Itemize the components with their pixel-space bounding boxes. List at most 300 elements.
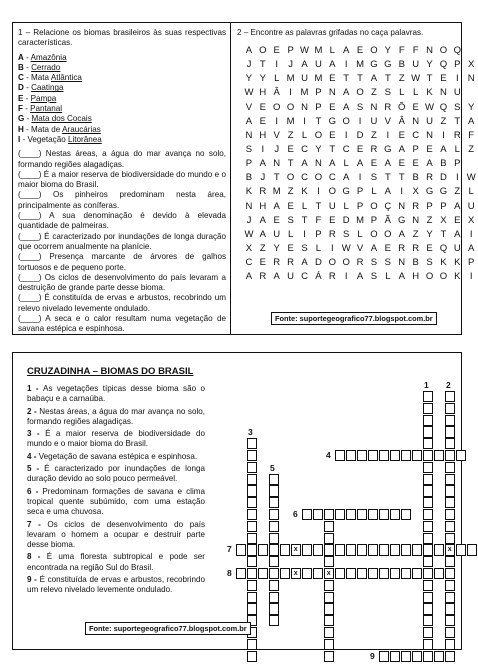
grid-letter: W xyxy=(411,73,421,85)
biome-letter: C xyxy=(18,73,24,83)
grid-letter: D xyxy=(356,129,364,141)
grid-letter: Á xyxy=(315,271,322,283)
crossword-cell xyxy=(423,568,433,579)
grid-letter: A xyxy=(370,242,378,254)
grid-letter: O xyxy=(286,101,295,113)
crossword-cell xyxy=(445,580,455,591)
crossword-cell xyxy=(269,497,279,508)
crossword-cell xyxy=(445,639,455,650)
grid-letter: P xyxy=(245,158,253,170)
crossword-cell xyxy=(346,450,356,461)
grid-letter: I xyxy=(442,129,445,141)
crossword-number: 5 xyxy=(270,462,275,473)
clue-number: 3 - xyxy=(27,429,46,439)
clue xyxy=(27,520,205,551)
grid-letter: H xyxy=(259,200,267,212)
crossword-cell xyxy=(445,415,455,426)
crossword-cell xyxy=(423,497,433,508)
grid-letter: X xyxy=(468,214,475,226)
crossword-cell xyxy=(445,485,455,496)
grid-letter: W xyxy=(300,45,309,56)
grid-letter: A xyxy=(273,200,280,212)
grid-letter: A xyxy=(356,271,364,283)
crossword-cell xyxy=(368,544,378,555)
grid-letter: N xyxy=(301,101,308,113)
grid-letter: A xyxy=(426,158,433,170)
crossword-cell xyxy=(423,651,433,662)
biome-sep: - Vegetação xyxy=(20,134,68,144)
grid-letter: A xyxy=(343,172,350,184)
grid-letter: N xyxy=(398,257,406,269)
crossword-cell xyxy=(423,615,433,626)
grid-letter: P xyxy=(454,59,461,71)
biome-name: Caatinga xyxy=(31,83,64,93)
grid-letter: A xyxy=(440,143,447,155)
grid-letter: M xyxy=(314,73,323,85)
grid-letter: D xyxy=(342,214,350,226)
grid-letter: L xyxy=(301,129,308,141)
grid-letter: W xyxy=(466,172,476,184)
grid-letter: J xyxy=(288,59,293,71)
grid-letter: O xyxy=(384,228,392,240)
biome-item xyxy=(18,135,226,145)
grid-letter: X xyxy=(245,242,253,254)
crossword-cell xyxy=(269,509,279,520)
crossword-cell xyxy=(247,521,257,532)
grid-letter: U xyxy=(453,87,461,99)
crossword-cell xyxy=(247,639,257,650)
grid-letter: Z xyxy=(468,143,475,155)
grid-letter: M xyxy=(300,87,309,99)
grid-letter: E xyxy=(287,200,294,212)
crossword-cell xyxy=(247,592,257,603)
grid-letter: G xyxy=(384,59,392,71)
grid-letter: G xyxy=(342,186,350,198)
biome-name: Pantanal xyxy=(30,104,63,114)
source-credit: Fonte: suportegeografico77.blogspot.com.br xyxy=(271,312,437,325)
grid-letter: M xyxy=(356,214,365,226)
grid-letter: E xyxy=(384,242,392,254)
grid-letter: E xyxy=(440,73,447,85)
grid-letter: S xyxy=(370,172,378,184)
grid-letter: O xyxy=(370,45,378,56)
grid-letter: A xyxy=(398,143,405,155)
grid-letter: O xyxy=(370,228,378,240)
grid-letter: S xyxy=(426,257,433,269)
grid-letter: N xyxy=(398,200,406,212)
grid-letter: O xyxy=(273,101,281,113)
biome-list xyxy=(18,53,226,146)
grid-letter: A xyxy=(468,242,475,254)
crossword-cell xyxy=(357,568,367,579)
crossword-cell xyxy=(423,450,433,461)
grid-letter: K xyxy=(245,186,253,198)
clue-text: Predominam formações de savana e clima tropical quente subúmido, com uma estação seca e uma chuvosa. xyxy=(27,486,206,517)
grid-letter: B xyxy=(412,257,419,269)
crossword-cell xyxy=(445,556,455,567)
grid-row xyxy=(242,72,478,86)
crossword-cell xyxy=(423,426,433,437)
biome-sep: - xyxy=(23,52,31,62)
grid-letter: A xyxy=(384,186,392,198)
crossword-number: 3 xyxy=(248,427,253,438)
clue-number: 5 - xyxy=(27,464,45,474)
grid-letter: T xyxy=(343,73,350,85)
crossword-cell xyxy=(269,615,279,626)
crossword-cell xyxy=(423,403,433,414)
biome-sep: - xyxy=(24,114,32,124)
grid-letter: K xyxy=(454,257,461,269)
grid-letter: R xyxy=(384,101,392,113)
grid-letter: I xyxy=(386,129,390,141)
grid-letter: U xyxy=(287,271,295,283)
grid-letter: N xyxy=(245,129,253,141)
grid-letter: C xyxy=(328,172,336,184)
crossword-cell xyxy=(379,651,389,662)
matching-item: (____) Nestas áreas, a água do mar avança no solo, formando regiões alagadiças. xyxy=(18,149,226,169)
grid-letter: C xyxy=(245,257,253,269)
crossword-cell xyxy=(313,544,323,555)
biome-letter: G xyxy=(18,114,25,124)
clue xyxy=(27,429,205,450)
grid-letter: C xyxy=(301,172,308,184)
grid-letter: A xyxy=(245,115,253,127)
grid-letter: U xyxy=(370,115,378,127)
grid-letter: E xyxy=(370,158,378,170)
matching-item: (____) A sua denominação é devido à elevada quantidade de palmeiras. xyxy=(18,211,226,231)
grid-letter: E xyxy=(398,129,405,141)
crossword-cell xyxy=(423,391,433,402)
grid-letter: J xyxy=(274,143,280,155)
grid-letter: O xyxy=(370,200,378,212)
grid-letter: T xyxy=(329,143,336,155)
question-2 xyxy=(237,28,459,38)
grid-letter: C xyxy=(412,129,420,141)
crossword-cell xyxy=(423,438,433,449)
grid-letter: A xyxy=(454,200,461,212)
grid-letter: A xyxy=(454,228,461,240)
crossword-cell xyxy=(445,592,455,603)
clue xyxy=(27,464,205,485)
crossword-cell xyxy=(357,544,367,555)
biome-name: Amazônia xyxy=(30,52,67,62)
grid-letter: T xyxy=(454,115,461,127)
grid-row xyxy=(242,157,478,171)
crossword-cell xyxy=(302,568,312,579)
grid-letter: G xyxy=(439,186,448,198)
grid-letter: Z xyxy=(259,242,266,254)
crossword-cell xyxy=(445,651,455,662)
grid-letter: N xyxy=(328,87,336,99)
crossword-cell xyxy=(445,568,455,579)
grid-letter: H xyxy=(259,87,267,99)
grid-letter: Y xyxy=(384,45,392,56)
grid-row xyxy=(242,86,478,100)
grid-letter: A xyxy=(343,101,350,113)
crossword-cell xyxy=(379,450,389,461)
crossword-cell xyxy=(247,438,257,449)
crossword-cell xyxy=(423,474,433,485)
question-1-title: 1 – Relacione os biomas brasileiros às suas respectivas características. xyxy=(18,28,226,48)
grid-letter: Z xyxy=(287,186,294,198)
grid-letter: L xyxy=(287,228,294,240)
grid-row xyxy=(242,214,478,228)
grid-row xyxy=(242,185,478,199)
crossword-number: 6 xyxy=(293,509,298,519)
grid-letter: K xyxy=(301,186,308,198)
clue xyxy=(27,552,205,573)
grid-letter: Q xyxy=(439,59,448,71)
grid-letter: R xyxy=(287,257,295,269)
grid-letter: B xyxy=(398,59,405,71)
grid-letter: G xyxy=(384,143,392,155)
grid-letter: Y xyxy=(426,59,433,71)
grid-letter: F xyxy=(412,45,419,56)
grid-letter: R xyxy=(259,271,267,283)
crossword-cell xyxy=(445,615,455,626)
grid-letter: Y xyxy=(245,73,253,85)
grid-letter: L xyxy=(399,87,405,99)
grid-letter: Q xyxy=(439,101,448,113)
grid-letter: N xyxy=(273,158,281,170)
crossword-cell xyxy=(412,568,422,579)
grid-row xyxy=(242,270,478,284)
crossword-cell xyxy=(401,450,411,461)
grid-letter: M xyxy=(356,59,365,71)
grid-letter: C xyxy=(342,143,350,155)
biome-letter: B xyxy=(18,62,24,72)
crossword-cell xyxy=(423,533,433,544)
grid-letter: Y xyxy=(468,101,475,113)
grid-letter: E xyxy=(412,158,419,170)
grid-letter: N xyxy=(426,45,433,56)
grid-letter: E xyxy=(259,115,266,127)
grid-row xyxy=(242,171,478,185)
grid-row xyxy=(242,256,478,270)
clue-text: É a maior reserva de biodiversidade do mundo e o maior bioma do Brasil. xyxy=(27,429,205,449)
biome-sep: - xyxy=(22,104,31,114)
grid-letter: E xyxy=(329,101,336,113)
grid-letter: E xyxy=(273,45,280,56)
grid-letter: C xyxy=(301,143,308,155)
grid-letter: L xyxy=(301,200,308,212)
crossword-cell xyxy=(434,651,444,662)
crossword-cell xyxy=(456,544,466,555)
grid-letter: T xyxy=(259,59,266,71)
biome-name: Litorânea xyxy=(67,134,102,144)
crossword-cell xyxy=(456,450,466,461)
clue-text: As vegetações típicas desse bioma são o babaçu e a carnaúba. xyxy=(27,384,205,404)
grid-letter: Z xyxy=(371,129,377,141)
crossword-cell xyxy=(269,603,279,614)
crossword-cell xyxy=(335,544,345,555)
grid-letter: M xyxy=(272,186,281,198)
grid-letter: M xyxy=(314,45,323,56)
grid-letter: E xyxy=(426,143,433,155)
grid-letter: E xyxy=(398,158,405,170)
grid-row xyxy=(242,129,478,143)
biome-item xyxy=(18,63,226,73)
grid-letter: L xyxy=(385,271,391,283)
crossword-cell xyxy=(324,533,334,544)
grid-letter: M xyxy=(286,115,295,127)
grid-letter: J xyxy=(246,214,252,226)
crossword-cell xyxy=(324,544,334,555)
grid-letter: I xyxy=(303,228,306,240)
grid-letter: A xyxy=(259,158,266,170)
biome-letter: E xyxy=(18,93,24,103)
grid-letter: P xyxy=(370,214,378,226)
grid-letter: E xyxy=(259,101,266,113)
grid-letter: A xyxy=(301,257,308,269)
crossword-cell: x xyxy=(445,544,455,555)
grid-letter: L xyxy=(315,242,322,254)
crossword-cell xyxy=(247,603,257,614)
crossword-cell xyxy=(423,509,433,520)
biome-sep: - xyxy=(23,62,32,72)
grid-letter: N xyxy=(467,73,475,85)
crossword-cell xyxy=(247,556,257,567)
grid-letter: N xyxy=(412,115,420,127)
grid-letter: C xyxy=(301,271,308,283)
clue xyxy=(27,407,205,428)
grid-letter: O xyxy=(328,186,336,198)
grid-row xyxy=(242,115,478,129)
grid-letter: R xyxy=(412,200,420,212)
biome-name: Atlântica xyxy=(50,73,82,83)
grid-letter: S xyxy=(370,257,378,269)
clue xyxy=(27,384,205,405)
crossword-cell xyxy=(434,450,444,461)
grid-letter: U xyxy=(412,59,420,71)
grid-letter: R xyxy=(453,129,461,141)
crossword-cell xyxy=(247,462,257,473)
grid-letter: A xyxy=(398,271,405,283)
grid-letter: A xyxy=(301,158,308,170)
clue-number: 4 - xyxy=(27,451,39,461)
crossword-cell xyxy=(247,509,257,520)
grid-letter: T xyxy=(301,214,308,226)
crossword-cell xyxy=(423,592,433,603)
crossword-cell xyxy=(379,509,389,520)
biome-letter: A xyxy=(18,52,24,62)
crossword-cell xyxy=(269,544,279,555)
crossword-cell xyxy=(302,509,312,520)
grid-letter: I xyxy=(344,129,348,141)
crossword-cell xyxy=(445,533,455,544)
crossword-cell xyxy=(412,544,422,555)
matching-item: (____) É a maior reserva de biodiversidade do mundo e o maior bioma do Brasil. xyxy=(18,169,226,190)
crossword-cell xyxy=(247,450,257,461)
grid-letter: I xyxy=(455,172,459,184)
clue xyxy=(27,452,205,462)
grid-letter: P xyxy=(440,200,447,212)
grid-letter: T xyxy=(398,172,405,184)
grid-row xyxy=(242,143,478,157)
grid-letter: O xyxy=(314,172,323,184)
grid-letter: Y xyxy=(315,143,322,155)
grid-letter: L xyxy=(329,45,335,56)
crossword-cell xyxy=(247,533,257,544)
crossword-cell xyxy=(423,603,433,614)
grid-letter: O xyxy=(439,271,448,283)
clue-text: Nestas áreas, a água do mar avança no solo, formando regiões alagadiças. xyxy=(27,406,205,426)
crossword-cell xyxy=(236,544,246,555)
grid-letter: B xyxy=(245,172,253,184)
grid-letter: D xyxy=(314,257,322,269)
grid-letter: L xyxy=(274,73,280,85)
grid-letter: E xyxy=(356,143,364,155)
clue xyxy=(27,487,205,518)
crossword-cell xyxy=(445,627,455,638)
grid-letter: I xyxy=(358,115,362,127)
biome-name: Araucárias xyxy=(62,124,101,134)
crossword-cell xyxy=(423,521,433,532)
biome-name: Pampa xyxy=(30,93,57,103)
crossword-cell xyxy=(412,450,422,461)
grid-letter: R xyxy=(412,242,420,254)
grid-letter: O xyxy=(356,87,364,99)
clue xyxy=(27,575,205,596)
biome-item xyxy=(18,114,226,124)
clue-number: 6 - xyxy=(27,486,43,496)
crossword-cell xyxy=(258,568,268,579)
grid-letter: Ç xyxy=(384,200,392,212)
crossword-cell xyxy=(423,639,433,650)
grid-letter: L xyxy=(454,143,460,155)
matching-item: (____) Os pinheiros predominam nesta área, principalmente as coníferas. xyxy=(18,190,226,210)
crossword-cell xyxy=(269,521,279,532)
crossword-cell xyxy=(390,568,400,579)
biome-item xyxy=(18,53,226,63)
crossword-cell xyxy=(390,544,400,555)
grid-letter: S xyxy=(245,143,253,155)
grid-letter: Y xyxy=(426,228,433,240)
crossword-source-credit: Fonte: suportegeografico77.blogspot.com.br xyxy=(85,622,251,635)
biome-item xyxy=(18,83,226,93)
crossword-cell xyxy=(324,651,334,662)
grid-letter: N xyxy=(426,129,433,141)
grid-row xyxy=(242,58,478,72)
grid-letter: Q xyxy=(439,242,448,254)
crossword-cell xyxy=(280,544,290,555)
grid-letter: Z xyxy=(440,115,447,127)
grid-letter: S xyxy=(356,101,364,113)
grid-letter: R xyxy=(398,242,406,254)
grid-letter: N xyxy=(439,87,447,99)
grid-letter: P xyxy=(315,101,322,113)
grid-letter: G xyxy=(398,214,406,226)
crossword-cell xyxy=(423,415,433,426)
grid-letter: Z xyxy=(412,228,419,240)
crossword-cell xyxy=(445,403,455,414)
crossword-cell xyxy=(335,450,345,461)
crossword-number: 9 xyxy=(370,650,375,661)
grid-letter: K xyxy=(440,257,447,269)
crossword-cell: x xyxy=(291,568,301,579)
grid-letter: E xyxy=(356,45,364,56)
crossword-cell xyxy=(445,426,455,437)
grid-letter: A xyxy=(273,271,280,283)
crossword-cell xyxy=(368,450,378,461)
grid-letter: T xyxy=(384,73,391,85)
grid-letter: T xyxy=(426,73,433,85)
grid-letter: E xyxy=(329,129,336,141)
grid-letter: X xyxy=(468,59,475,71)
grid-letter: S xyxy=(343,228,350,240)
grid-letter: R xyxy=(259,186,267,198)
biome-item xyxy=(18,125,226,135)
